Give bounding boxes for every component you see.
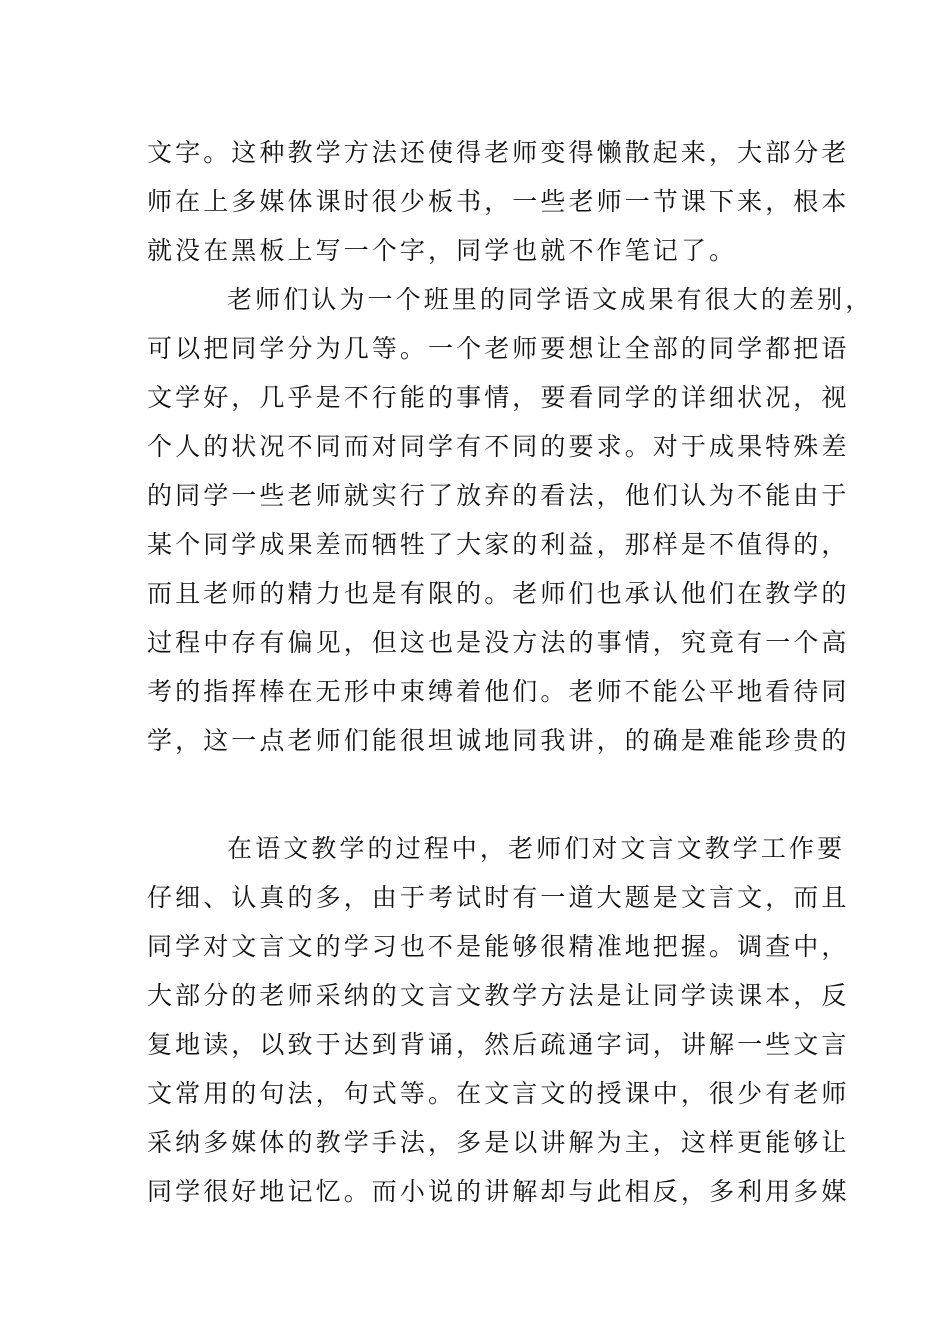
- paragraph-3-line-7: 采纳多媒体的教学手法，多是以讲解为主，这样更能够让: [147, 1128, 850, 1157]
- paragraph-3-line-2: 仔细、认真的多，由于考试时有一道大题是文言文，而且: [147, 883, 850, 912]
- paragraph-1-line-1: 文字。这种教学方法还使得老师变得懒散起来，大部分老: [147, 138, 850, 167]
- paragraph-2-line-7: 而且老师的精力也是有限的。老师们也承认他们在教学的: [147, 579, 850, 608]
- paragraph-1-line-3: 就没在黑板上写一个字，同学也就不作笔记了。: [147, 236, 738, 265]
- paragraph-3-line-1: 在语文教学的过程中，老师们对文言文教学工作要: [227, 834, 846, 863]
- paragraph-2-line-5: 的同学一些老师就实行了放弃的看法，他们认为不能由于: [147, 481, 850, 510]
- paragraph-3-line-3: 同学对文言文的学习也不是能够很精准地把握。调查中，: [147, 932, 850, 961]
- paragraph-2-line-2: 可以把同学分为几等。一个老师要想让全部的同学都把语: [147, 334, 850, 363]
- paragraph-2-line-1: 老师们认为一个班里的同学语文成果有很大的差别，: [227, 285, 874, 314]
- paragraph-1-line-2: 师在上多媒体课时很少板书，一些老师一节课下来，根本: [147, 187, 850, 216]
- paragraph-3-line-6: 文常用的句法，句式等。在文言文的授课中，很少有老师: [147, 1079, 850, 1108]
- paragraph-2-line-9: 考的指挥棒在无形中束缚着他们。老师不能公平地看待同: [147, 677, 850, 706]
- paragraph-2-line-6: 某个同学成果差而牺牲了大家的利益，那样是不值得的，: [147, 530, 850, 559]
- paragraph-2-line-8: 过程中存有偏见，但这也是没方法的事情，究竟有一个高: [147, 628, 850, 657]
- paragraph-3-line-5: 复地读，以致于达到背诵，然后疏通字词，讲解一些文言: [147, 1030, 850, 1059]
- paragraph-3-line-8: 同学很好地记忆。而小说的讲解却与此相反，多利用多媒: [147, 1177, 850, 1206]
- paragraph-2-line-10: 学，这一点老师们能很坦诚地同我讲，的确是难能珍贵的: [147, 726, 850, 755]
- paragraph-2-line-3: 文学好，几乎是不行能的事情，要看同学的详细状况，视: [147, 383, 850, 412]
- paragraph-3-line-4: 大部分的老师采纳的文言文教学方法是让同学读课本，反: [147, 981, 850, 1010]
- paragraph-2-line-4: 个人的状况不同而对同学有不同的要求。对于成果特殊差: [147, 432, 850, 461]
